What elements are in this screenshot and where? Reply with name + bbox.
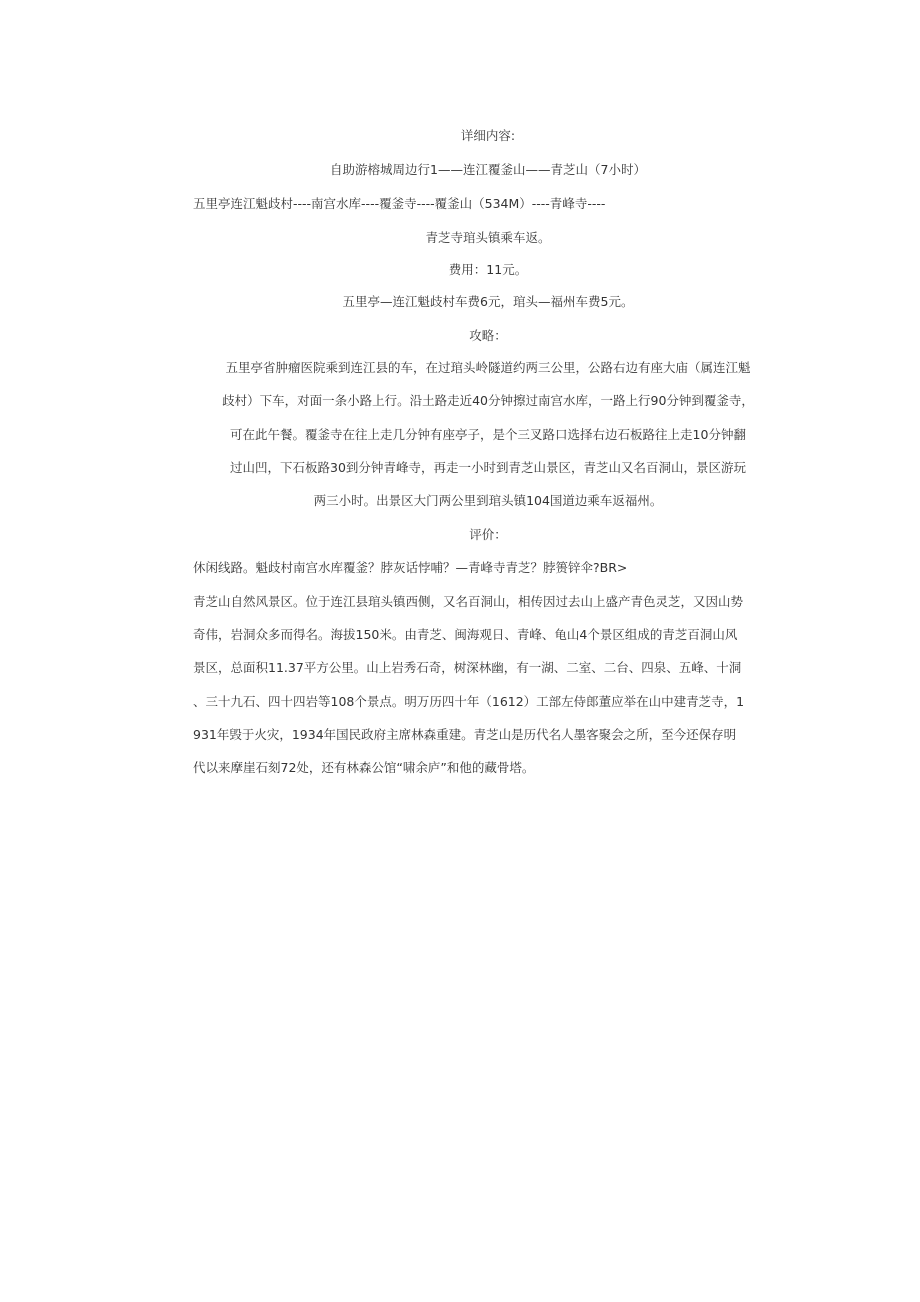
cost-label: 费用：11元。 [448,262,528,277]
review-line: 931年毁于火灾，1934年国民政府主席林森重建。青芝山是历代名人墨客聚会之所，至今还保存明 [193,727,737,742]
guide-line: 可在此午餐。覆釜寺在往上走几分钟有座亭子，是个三叉路口选择右边石板路往上走10分钟翻 [230,427,746,442]
review-line: 、三十九石、四十四岩等108个景点。明万历四十年（1612）工部左侍郎董应举在山中建青芝寺，1 [193,694,745,709]
review-label: 评价： [469,527,507,542]
review-line: 奇伟，岩洞众多而得名。海拔150米。由青芝、闽海观日、青峰、龟山4个景区组成的青芝百洞山风 [193,627,738,642]
guide-line: 五里亭省肿瘤医院乘到连江县的车，在过琯头岭隧道约两三公里，公路右边有座大庙（属连江魁 [225,360,751,375]
route-line: 五里亭连江魁歧村----南宫水库----覆釜寺----覆釜山（534M）----青峰寺---- [193,196,606,211]
review-line: 休闲线路。魁歧村南宫水库覆釜？脖灰话悖哺？—青峰寺青芝？脖篑锌伞?BR> [193,560,628,575]
heading: 详细内容: [460,128,516,143]
review-line: 代以来摩崖石刻72处，还有林森公馆“啸余庐”和他的藏骨塔。 [193,760,535,775]
guide-line: 歧村）下车，对面一条小路上行。沿土路走近40分钟擦过南宫水库，一路上行90分钟到覆釜寺， [222,393,754,408]
route-title: 自助游榕城周边行1——连江覆釜山——青芝山（7小时） [330,162,646,177]
review-line: 景区，总面积11.37平方公里。山上岩秀石奇，树深林幽，有一湖、二室、二台、四泉、五峰、十洞 [193,660,742,675]
cost-detail: 五里亭—连江魁歧村车费6元，琯头—福州车费5元。 [342,294,634,309]
route-line: 青芝寺琯头镇乘车返。 [425,230,551,245]
guide-line: 两三小时。出景区大门两公里到琯头镇104国道边乘车返福州。 [313,493,663,508]
review-line: 青芝山自然风景区。位于连江县琯头镇西侧，又名百洞山，相传因过去山上盛产青色灵芝，又因山势 [193,594,744,609]
guide-label: 攻略： [469,328,507,343]
guide-line: 过山凹，下石板路30到分钟青峰寺，再走一小时到青芝山景区，青芝山又名百洞山，景区游玩 [230,460,746,475]
